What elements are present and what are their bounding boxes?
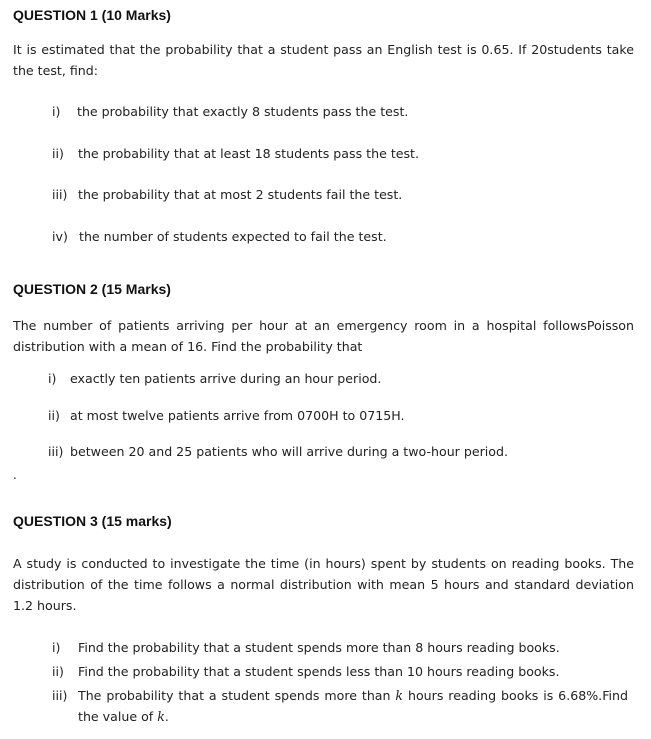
question-3-intro: A study is conducted to investigate the time (in hours) spent by students on reading books. The distribution of the time follows a normal distribution with mean 5 hours and standard deviation 1.2 hours. xyxy=(13,556,634,613)
question-3-item-iii-text: The probability that a student spends more than k hours reading books is 6.68%.Find the value of k. xyxy=(78,688,628,724)
variable-k: k xyxy=(395,688,404,703)
question-1-intro: It is estimated that the probability that a student pass an English test is 0.65. If 20students take the test, find: xyxy=(13,42,634,78)
question-3-title: QUESTION 3 (15 marks) xyxy=(13,513,172,529)
question-2-intro: The number of patients arriving per hour at an emergency room in a hospital followsPoisson distribution with a mean of 16. Find the probability that xyxy=(13,318,634,354)
stray-dot: . xyxy=(13,468,17,482)
question-2-title: QUESTION 2 (15 Marks) xyxy=(13,281,171,297)
variable-k: k xyxy=(157,709,165,724)
question-1-title: QUESTION 1 (10 Marks) xyxy=(13,7,171,23)
